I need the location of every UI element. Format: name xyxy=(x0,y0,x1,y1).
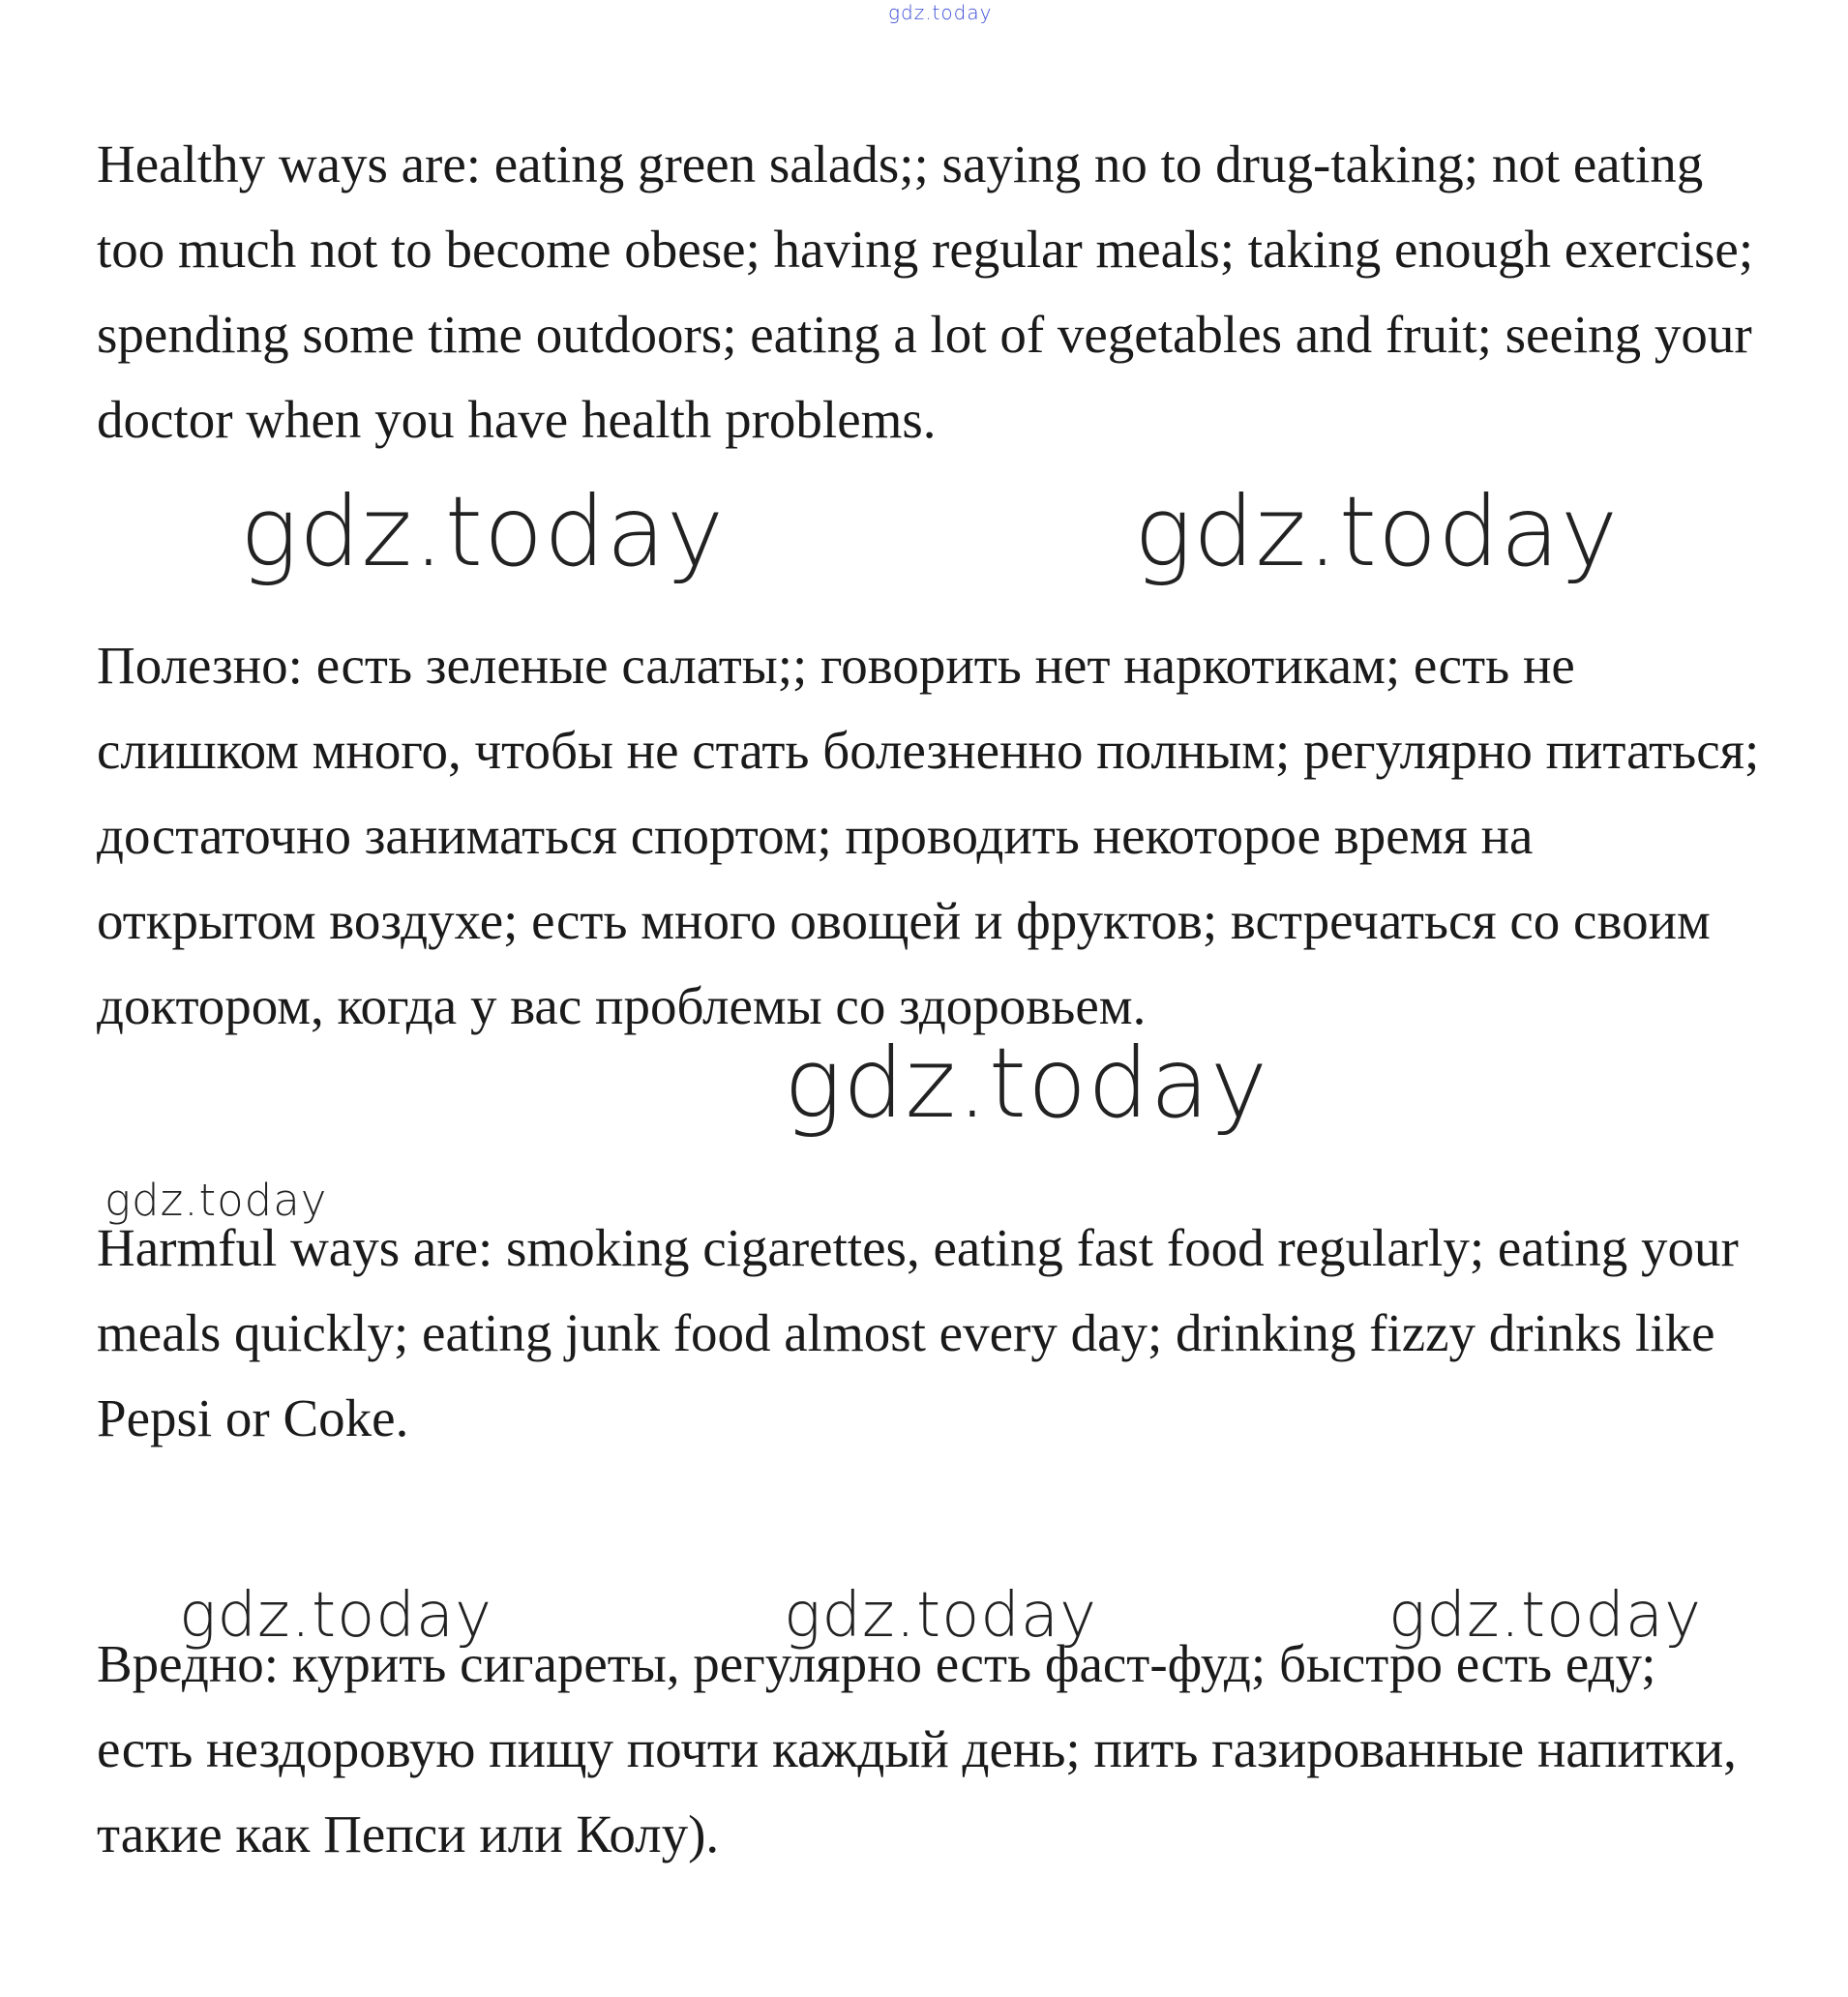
watermark-mid-center: gdz.today xyxy=(784,1580,1097,1652)
watermark-small: gdz.today xyxy=(104,1175,328,1226)
paragraph-healthy-en: Healthy ways are: eating green salads;; saying no to drug-taking; not eating too much not to become obese; having regular meals; taking enough exercise; spending some time outdoors; eating a lot of vegetables and fruit; seeing your doctor when you have health problems. xyxy=(97,134,1754,449)
watermark-big-left: gdz.today xyxy=(240,475,726,588)
paragraph-healthy-ru: Полезно: есть зеленые салаты;; говорить нет наркотикам; есть не слишком много, чтобы не стать болезненно полным; регулярно питаться; достаточно заниматься спортом; проводить некоторое время на открытом воздухе; есть много овощей и фруктов; встречаться со своим доктором, когда у вас проблемы со здоровьем. xyxy=(97,636,1760,1035)
watermark-mid-right: gdz.today xyxy=(1388,1580,1702,1652)
watermark-big-center: gdz.today xyxy=(784,1027,1269,1140)
paragraph-harmful-ru: Вредно: курить сигареты, регулярно есть фаст-фуд; быстро есть еду; есть нездоровую пищу почти каждый день; пить газированные напитки, такие как Пепси или Колу). xyxy=(97,1634,1737,1863)
paragraph-harmful-en: Harmful ways are: smoking cigarettes, eating fast food regularly; eating your meals quickly; eating junk food almost every day; drinking fizzy drinks like Pepsi or Coke. xyxy=(97,1218,1739,1447)
watermark-mid-left: gdz.today xyxy=(179,1580,492,1652)
watermark-big-right: gdz.today xyxy=(1134,475,1620,588)
watermark-top: gdz.today xyxy=(888,1,993,24)
